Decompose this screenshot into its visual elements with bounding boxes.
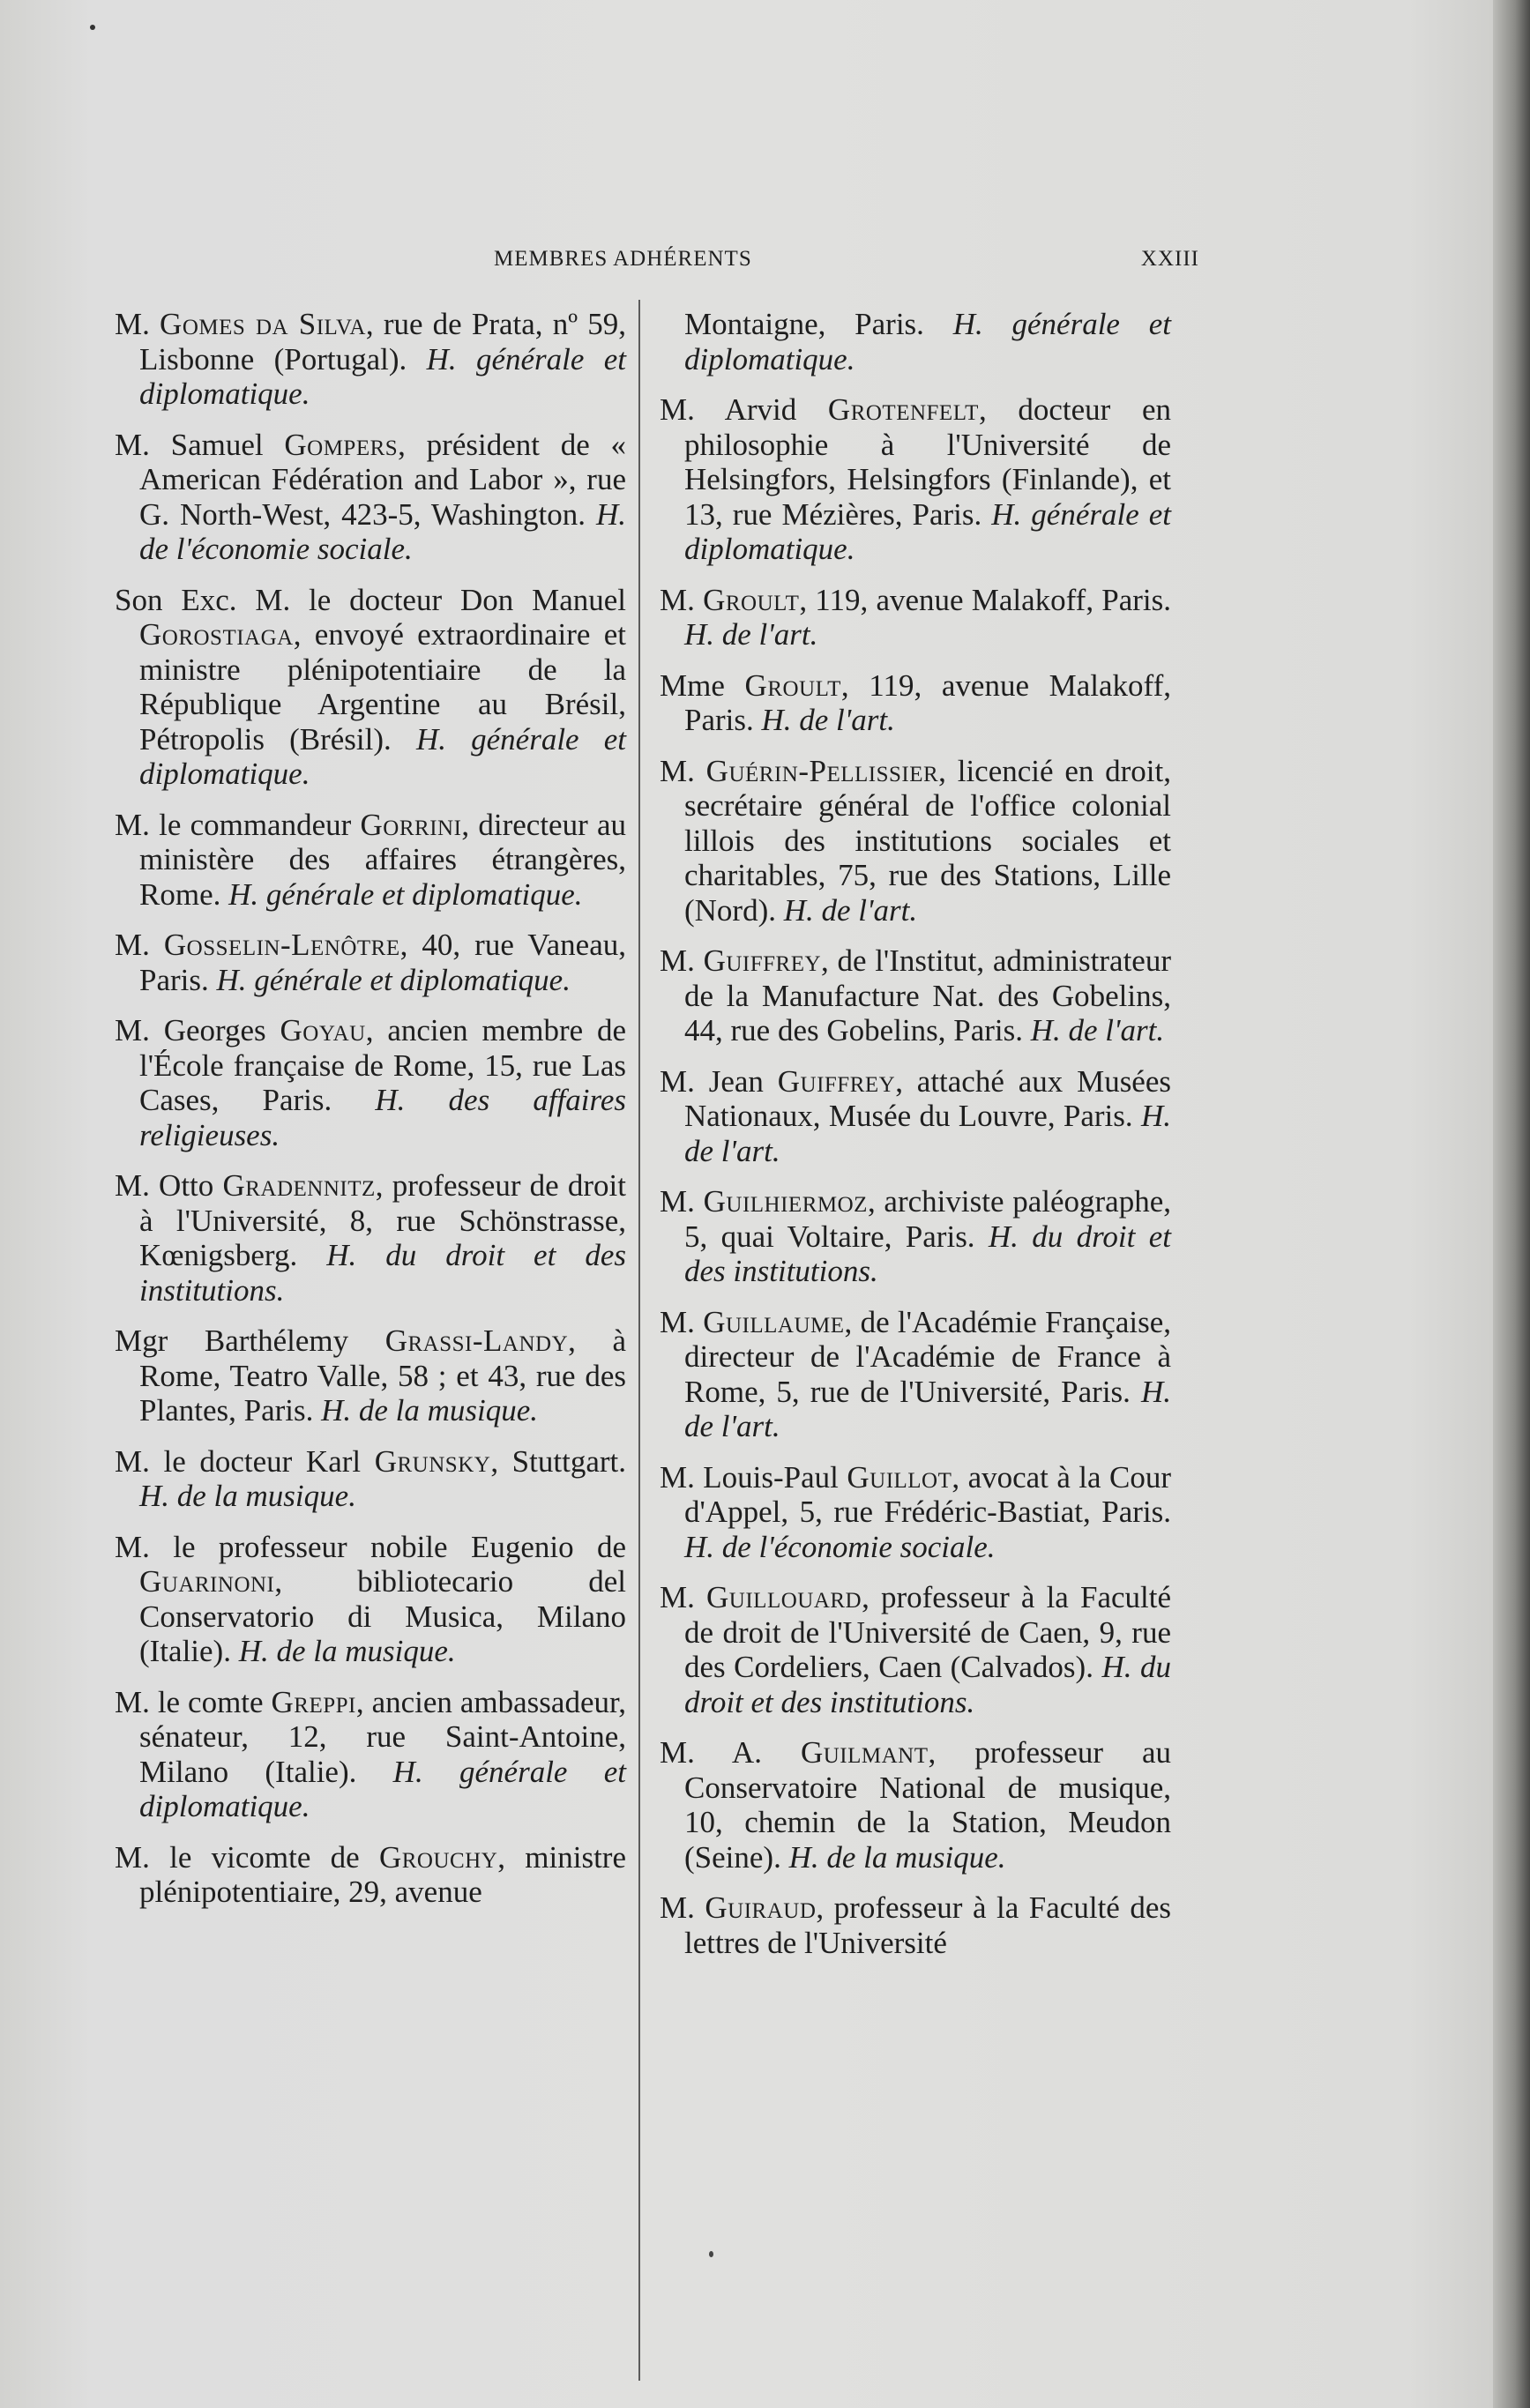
entry-details: , Stuttgart. [490, 1443, 626, 1479]
section-label: H. générale et diplomatique. [228, 876, 583, 912]
member-name: Gorostiaga [139, 617, 294, 652]
entry-prefix: M. le comte [115, 1684, 272, 1719]
directory-entry [660, 1184, 1171, 1289]
entry-details: , envoyé extraordinaire et ministre plénipotentiaire de la République Argentine au Brésil, Pétropolis (Brésil). [139, 617, 626, 757]
member-name: Grotenfelt [827, 392, 979, 427]
entry-details: , 40, rue Vaneau, Paris. [139, 928, 626, 997]
member-name: Guarinoni [139, 1564, 275, 1599]
directory-entry [115, 928, 626, 997]
member-name: Guillaume [703, 1304, 845, 1339]
member-name: Grouchy [378, 1839, 498, 1875]
directory-entry [660, 668, 1171, 738]
directory-entry [660, 1460, 1171, 1565]
member-name: Guiffrey [777, 1063, 896, 1099]
member-name: Groult [744, 667, 841, 703]
member-name: Guilhiermoz [703, 1184, 868, 1219]
entry-prefix: M. [660, 753, 706, 788]
section-label: H. du droit et des institutions. [139, 1238, 626, 1308]
member-name: Guérin-Pellissier [705, 753, 939, 788]
entry-details: , ancien ambassadeur, sénateur, 12, rue Saint-Antoine, Milano (Italie). [139, 1684, 626, 1789]
entry-details: , directeur au ministère des affaires étrangères, Rome. [139, 807, 626, 912]
entry-details: , 119, avenue Malakoff, Paris. [799, 582, 1171, 617]
entry-details: , professeur à la Faculté des lettres de l'Université [684, 1890, 1172, 1960]
entry-details: , licencié en droit, secrétaire général de l'office colonial lillois des institutions sociales et charitables, 75, rue des Stations, Lille (Nord). [684, 753, 1171, 928]
directory-entry [115, 1444, 626, 1514]
directory-entry [660, 1064, 1171, 1169]
member-name: Gompers [284, 427, 399, 462]
section-label: H. de la musique. [321, 1393, 539, 1428]
entry-details: , de l'Institut, administrateur de la Manufacture Nat. des Gobelins, 44, rue des Gobelins, Paris. [684, 943, 1171, 1047]
section-label: H. de l'art. [684, 617, 818, 652]
page-number: XXIII [1140, 247, 1199, 271]
section-label: H. de l'art. [783, 892, 918, 928]
entry-prefix: M. Otto [115, 1168, 223, 1203]
entry-prefix: M. le vicomte de [115, 1839, 379, 1875]
section-label: H. générale et diplomatique. [139, 721, 626, 791]
entry-prefix: M. [115, 307, 160, 341]
entry-prefix: Mme [660, 667, 745, 703]
directory-entry [115, 307, 626, 412]
dust-speck [90, 25, 95, 30]
entry-prefix: Montaigne, Paris. [684, 307, 953, 341]
entry-prefix: M. [660, 943, 704, 978]
entry-prefix: M. Arvid [660, 392, 828, 427]
entry-prefix: M. A. [660, 1735, 801, 1770]
member-name: Guiffrey [703, 943, 822, 978]
section-label: H. de la musique. [238, 1634, 456, 1668]
member-name: Guiraud [705, 1890, 817, 1925]
directory-entry [660, 1580, 1171, 1719]
directory-entry [660, 392, 1171, 567]
section-label: H. de l'art. [684, 1374, 1171, 1443]
section-label: H. du droit et des institutions. [684, 1219, 1171, 1288]
right-column [660, 307, 1171, 1976]
entry-prefix: M. Georges [115, 1013, 280, 1047]
entry-prefix: M. [660, 1184, 704, 1219]
entry-details: , président de « American Fédération and Labor », rue G. North-West, 423-5, Washington. [139, 427, 626, 532]
member-name: Gosselin-Lenôtre [163, 928, 400, 962]
entry-details: , 119, avenue Malakoff, Paris. [684, 667, 1171, 737]
directory-entry [115, 1840, 626, 1910]
entry-details: , professeur au Conservatoire National de musique, 10, chemin de la Station, Meudon (Seine). [684, 1735, 1172, 1875]
entry-details: , de l'Académie Française, directeur de l'Académie de France à Rome, 5, rue de l'Université, Paris. [684, 1304, 1171, 1409]
entry-details: , professeur à la Faculté de droit de l'Université de Caen, 9, rue des Cordeliers, Caen (Calvados). [684, 1580, 1171, 1684]
directory-entry [660, 754, 1171, 928]
section-label: H. générale et diplomatique. [139, 1754, 627, 1823]
entry-prefix: M. Louis-Paul [660, 1459, 847, 1495]
section-label: H. générale et diplomatique. [139, 341, 626, 411]
member-name: Guillouard [706, 1580, 862, 1614]
entry-details: , avocat à la Cour d'Appel, 5, rue Frédéric-Bastiat, Paris. [684, 1459, 1172, 1529]
entry-prefix: M. [660, 582, 704, 617]
entry-details: , ministre plénipotentiaire, 29, avenue [139, 1839, 626, 1909]
section-label: H. des affaires religieuses. [139, 1083, 626, 1152]
entry-prefix: M. [115, 928, 164, 962]
column-rule [638, 300, 640, 2381]
directory-entry [115, 1323, 626, 1428]
left-column [115, 307, 626, 1926]
member-name: Greppi [271, 1684, 356, 1719]
running-head-title: MEMBRES ADHÉRENTS [494, 247, 752, 271]
directory-entry [115, 428, 626, 567]
section-label: H. de la musique. [139, 1479, 356, 1513]
entry-details: , attaché aux Musées Nationaux, Musée du Louvre, Paris. [684, 1063, 1171, 1133]
member-name: Guilmant [800, 1735, 929, 1770]
entry-details: , professeur de droit à l'Université, 8, rue Schönstrasse, Kœnigsberg. [139, 1168, 626, 1272]
page-edge-shadow [1493, 0, 1530, 2408]
entry-prefix: M. le commandeur [115, 807, 361, 842]
entry-details: , archiviste paléographe, 5, quai Voltaire, Paris. [684, 1184, 1171, 1254]
directory-entry [660, 1735, 1171, 1875]
directory-entry [115, 808, 626, 913]
member-name: Goyau [280, 1013, 366, 1047]
member-name: Groult [703, 582, 800, 617]
entry-prefix: M. Samuel [115, 427, 285, 462]
entry-prefix: M. [660, 1890, 705, 1925]
directory-entry [115, 1168, 626, 1308]
section-label: H. de l'art. [1030, 1013, 1165, 1047]
entry-details: , ancien membre de l'École française de Rome, 15, rue Las Cases, Paris. [139, 1013, 627, 1117]
directory-entry [115, 1530, 626, 1669]
entry-details: , rue de Prata, nº 59, Lisbonne (Portugal). [139, 307, 626, 376]
directory-entry [660, 1890, 1171, 1960]
member-name: Grassi-Landy [384, 1323, 569, 1358]
section-label: H. de l'art. [684, 1099, 1171, 1168]
member-name: Gorrini [360, 807, 462, 842]
entry-prefix: M. [660, 1580, 707, 1614]
section-label: H. de l'économie sociale. [139, 496, 626, 566]
directory-entry [115, 1013, 626, 1152]
member-name: Grunsky [374, 1443, 491, 1479]
entry-prefix: M. [660, 1304, 704, 1339]
member-name: Guillot [847, 1459, 952, 1495]
section-label: H. de l'art. [761, 703, 895, 737]
entry-prefix: Son Exc. M. le docteur Don Manuel [115, 582, 626, 617]
member-name: Gomes da Silva [160, 307, 366, 341]
entry-prefix: M. Jean [660, 1063, 778, 1099]
directory-entry [115, 1685, 626, 1824]
member-name: Gradennitz [222, 1168, 376, 1203]
directory-entry [660, 943, 1171, 1048]
entry-prefix: M. le docteur Karl [115, 1443, 375, 1479]
directory-entry [660, 1305, 1171, 1444]
dust-speck [709, 2251, 713, 2257]
entry-prefix: Mgr Barthélemy [115, 1323, 385, 1358]
section-label: H. de la musique. [788, 1839, 1006, 1875]
entry-details: , bibliotecario del Conservatorio di Musica, Milano (Italie). [139, 1564, 626, 1668]
directory-entry [115, 583, 626, 792]
entry-details: , à Rome, Teatro Valle, 58 ; et 43, rue des Plantes, Paris. [139, 1323, 626, 1428]
directory-entry [660, 583, 1171, 652]
entry-prefix: M. le professeur nobile Eugenio de [115, 1529, 626, 1564]
section-label: H. de l'économie sociale. [684, 1529, 996, 1564]
running-head [494, 247, 1199, 282]
section-label: H. générale et diplomatique. [216, 962, 571, 997]
directory-entry [660, 307, 1171, 376]
entry-details: , docteur en philosophie à l'Université de Helsingfors, Helsingfors (Finlande), et 13, rue Mézières, Paris. [684, 392, 1171, 532]
section-label: H. générale et diplomatique. [684, 307, 1171, 376]
section-label: H. du droit et des institutions. [684, 1650, 1172, 1719]
section-label: H. générale et diplomatique. [684, 496, 1172, 566]
